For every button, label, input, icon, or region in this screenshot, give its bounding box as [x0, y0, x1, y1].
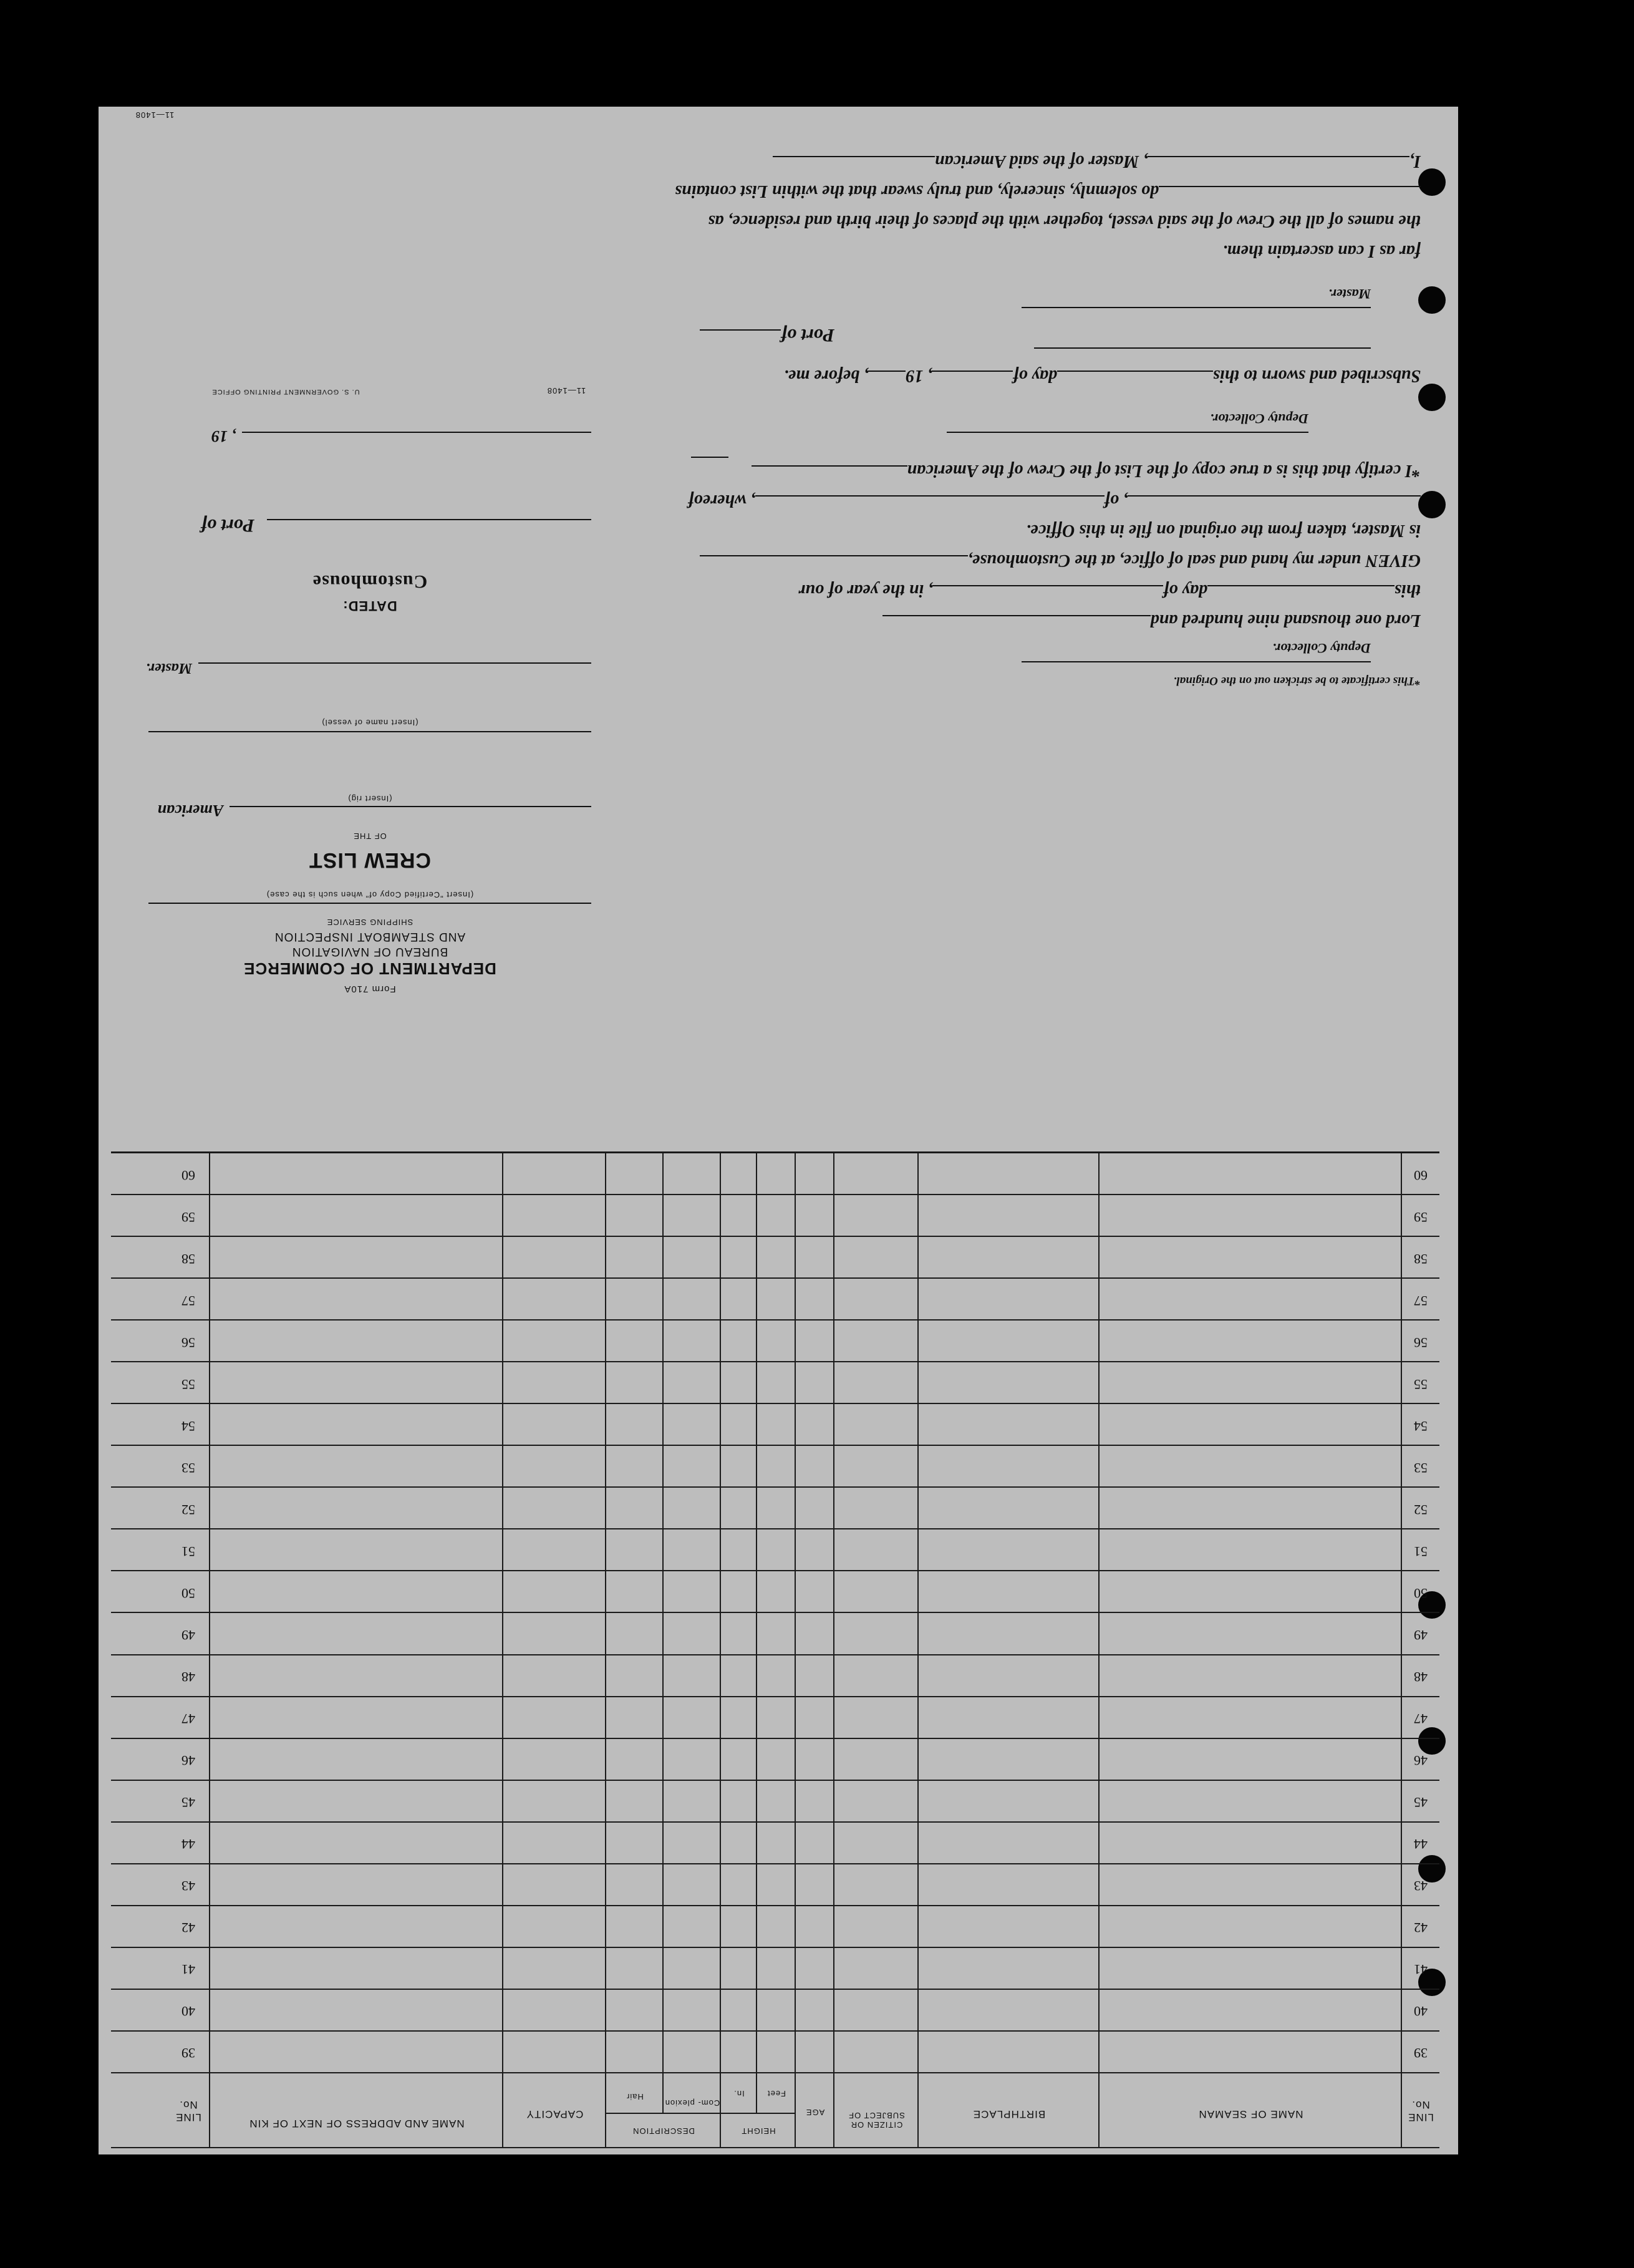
row-line-number-right: 47	[181, 1711, 195, 1727]
of-the: OF THE	[353, 831, 387, 841]
row-line-number-right: 53	[181, 1460, 195, 1476]
row-line-number-right: 50	[181, 1585, 195, 1601]
crew-list-page	[99, 107, 1458, 2154]
row-line-number: 60	[1414, 1167, 1428, 1183]
customhouse-label: Customhouse	[312, 571, 428, 592]
dated-label: DATED:	[342, 598, 397, 614]
insert-rig: (Insert rig)	[347, 794, 392, 803]
form-number: Form 710A	[344, 984, 396, 994]
header-citizen: CITIZEN OR SUBJECT OF	[848, 2111, 905, 2130]
row-line-number: 55	[1414, 1376, 1428, 1392]
row-line-number: 49	[1414, 1627, 1428, 1644]
row-line-number: 58	[1414, 1251, 1428, 1267]
row-line-number-right: 58	[181, 1251, 195, 1267]
header-age: AGE	[805, 2108, 825, 2117]
header-line-no-right: LINE No.	[175, 2099, 201, 2123]
oath-deputy-caption: Deputy Collector.	[1210, 411, 1308, 427]
row-line-number: 40	[1414, 2004, 1428, 2020]
header-description: DESCRIPTION	[632, 2126, 695, 2136]
row-line-number: 54	[1414, 1418, 1428, 1434]
row-line-number-right: 52	[181, 1501, 195, 1518]
port-of-label: Port of	[201, 515, 254, 536]
row-line-number: 43	[1414, 1878, 1428, 1894]
department: DEPARTMENT OF COMMERCE	[243, 959, 496, 978]
bureau: BUREAU OF NAVIGATION	[291, 945, 448, 958]
row-line-number: 47	[1414, 1711, 1428, 1727]
header-name-of-seaman: NAME OF SEAMAN	[1198, 2108, 1303, 2120]
insert-note: (Insert "Certified Copy of" when such is the case)	[266, 890, 474, 899]
oath-port-of: Port of	[700, 324, 834, 346]
row-line-number: 39	[1414, 2045, 1428, 2062]
header-capacity: CAPACITY	[526, 2108, 584, 2120]
cert-line-5: thisday of, in the year of our	[798, 581, 1421, 600]
row-line-number: 59	[1414, 1209, 1428, 1225]
oath-line-1: I,, Master of the said American	[773, 151, 1421, 171]
row-line-number-right: 59	[181, 1209, 195, 1225]
header-hair: Hair	[626, 2092, 644, 2101]
row-line-number: 48	[1414, 1669, 1428, 1685]
row-line-number-right: 51	[181, 1543, 195, 1559]
insert-vessel: (Insert name of vessel)	[321, 718, 418, 727]
cert-line-3: is Master, taken from the original on file in this Office.	[1026, 521, 1421, 540]
row-line-number: 41	[1414, 1962, 1428, 1978]
cert-line-6: Lord one thousand nine hundred and	[882, 610, 1421, 630]
oath-line-3: the names of all the Crew of the said vessel, together with the places of their birth and residence, as	[708, 211, 1421, 231]
crew-list-title: CREW LIST	[309, 848, 431, 872]
row-line-number-right: 42	[181, 1920, 195, 1936]
row-line-number-right: 44	[181, 1836, 195, 1853]
header-line-no: LINE No.	[1408, 2099, 1434, 2123]
cert-line-2: , of, whereof	[688, 490, 1421, 510]
header-complexion: Com- plexion	[664, 2098, 720, 2108]
oath-master-caption: Master.	[1328, 286, 1371, 302]
row-line-number: 44	[1414, 1836, 1428, 1853]
row-line-number-right: 39	[181, 2045, 195, 2062]
row-line-number-right: 45	[181, 1795, 195, 1811]
row-line-number: 57	[1414, 1292, 1428, 1309]
cert-line-4: GIVEN under my hand and seal of office, at the Customhouse,	[700, 550, 1421, 570]
row-line-number-right: 43	[181, 1878, 195, 1894]
row-line-number: 42	[1414, 1920, 1428, 1936]
row-line-number: 52	[1414, 1501, 1428, 1518]
shipping-service: SHIPPING SERVICE	[326, 918, 413, 927]
printer-office: U. S. GOVERNMENT PRINTING OFFICE	[211, 388, 360, 395]
row-line-number-right: 55	[181, 1376, 195, 1392]
row-line-number-right: 46	[181, 1753, 195, 1769]
row-line-number-right: 56	[181, 1334, 195, 1350]
row-line-number: 46	[1414, 1753, 1428, 1769]
header-next-of-kin: NAME AND ADDRESS OF NEXT OF KIN	[249, 2118, 465, 2130]
oath-line-4: far as I can ascertain them.	[1222, 241, 1421, 261]
header-birthplace: BIRTHPLACE	[972, 2108, 1046, 2120]
oath-line-2: do solemnly, sincerely, and truly swear that the within List contains	[675, 181, 1421, 201]
header-inches: In.	[733, 2089, 745, 2098]
row-line-number: 50	[1414, 1585, 1428, 1601]
printer-code: 11—1408	[546, 386, 586, 395]
year-19-label: , 19	[211, 427, 236, 445]
back-label	[111, 127, 629, 994]
row-line-number-right: 48	[181, 1669, 195, 1685]
footer-code: 11—1408	[135, 110, 175, 120]
oath-subscribed: Subscribed and sworn to thisday of, 19, before me.	[783, 366, 1421, 385]
row-line-number: 53	[1414, 1460, 1428, 1476]
cert-line-1: *I certify that this is a true copy of the List of the Crew of the American	[752, 460, 1421, 480]
row-line-number-right: 40	[181, 2004, 195, 2020]
header-feet: Feet	[767, 2089, 786, 2098]
row-line-number: 45	[1414, 1795, 1428, 1811]
row-line-number-right: 49	[181, 1627, 195, 1644]
header-height: HEIGHT	[741, 2126, 776, 2136]
master-label: Master.	[145, 660, 192, 676]
row-line-number: 51	[1414, 1543, 1428, 1559]
row-line-number-right: 41	[181, 1962, 195, 1978]
row-line-number: 56	[1414, 1334, 1428, 1350]
cert-deputy-caption: Deputy Collector.	[1272, 641, 1371, 656]
row-line-number-right: 57	[181, 1292, 195, 1309]
bureau-2: AND STEAMBOAT INSPECTION	[274, 930, 466, 943]
cert-footnote: *This certificate to be stricken out on the Original.	[1173, 674, 1421, 687]
row-line-number-right: 60	[181, 1167, 195, 1183]
row-line-number-right: 54	[181, 1418, 195, 1434]
american-label: American	[157, 802, 223, 820]
